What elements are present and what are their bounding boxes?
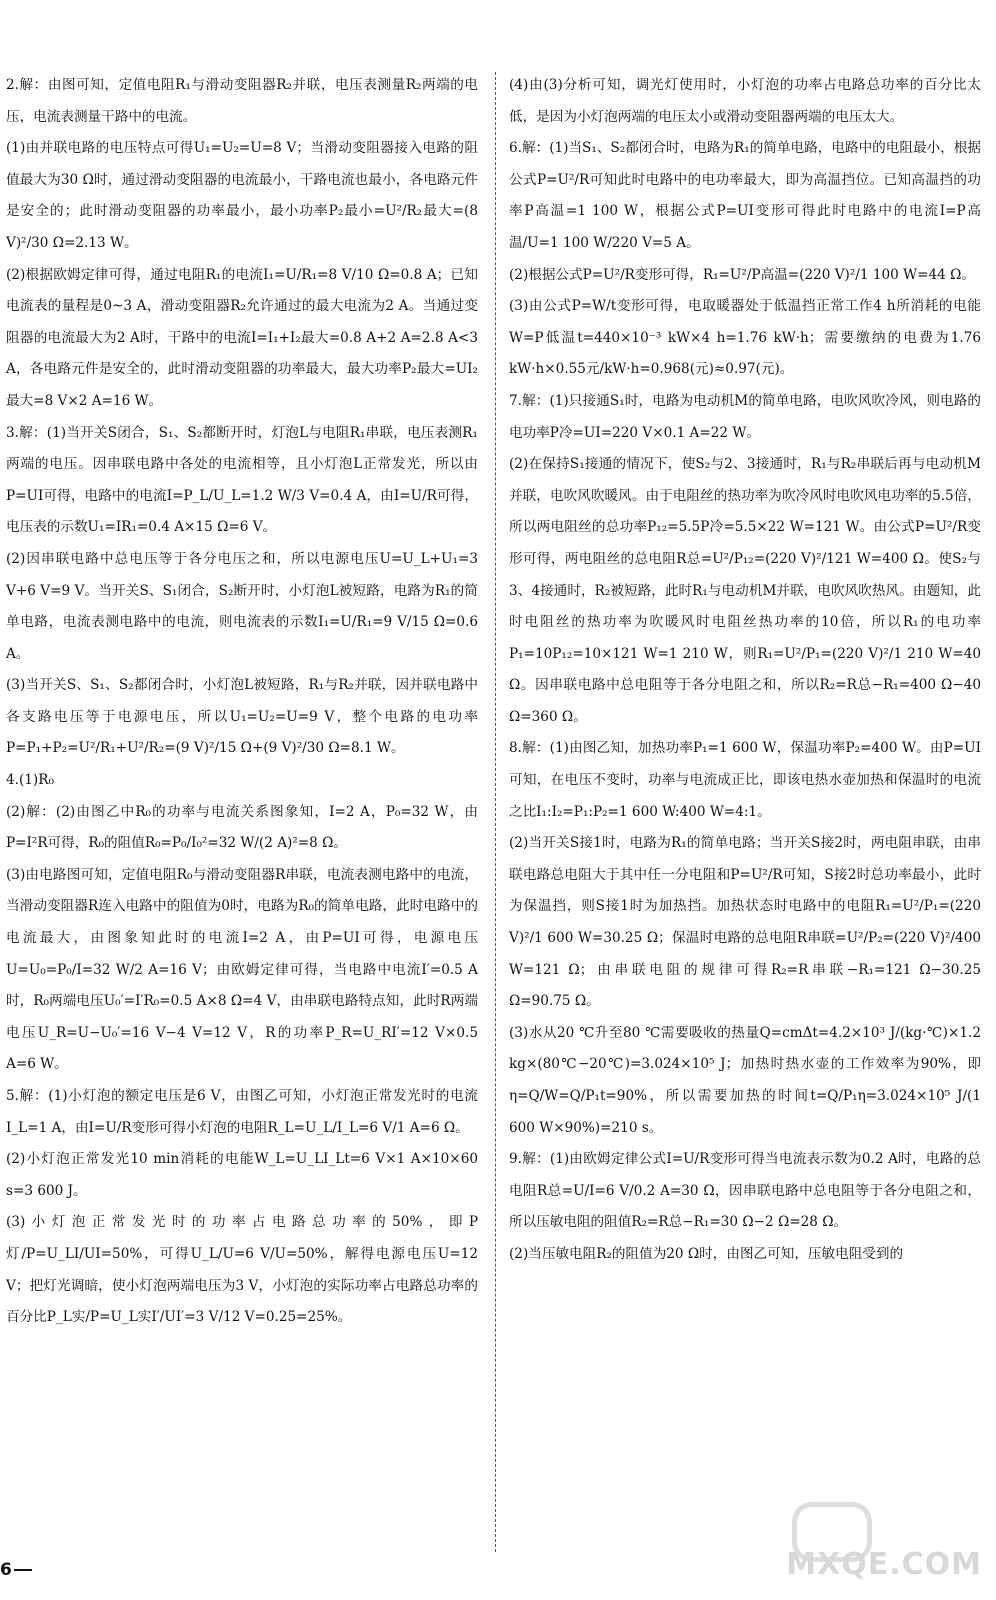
answer-paragraph: 5.解：(1)小灯泡的额定电压是6 V，由图乙可知，小灯泡正常发光时的电流I_L=1 A，由I=U/R变形可得小灯泡的电阻R_L=U_L/I_L=6 V/1 A=6 Ω。 [6, 1088, 478, 1136]
answer-paragraph: (2)在保持S₁接通的情况下，使S₂与2、3接通时，R₁与R₂串联后再与电动机M并联，电吹风吹暖风。由于电阻丝的热功率为吹冷风时电吹风电功率的5.5倍，所以两电阻丝的总功率P₁₂=5.5P冷=5.5×22 W=121 W。由公式P=U²/R变形可得，两电阻丝的总电阻R总=U²/P₁₂=(220 V)²/121 W=400 Ω。使S₂与3、4接通时，R₂被短路，此时R₁与电动机M并联，电吹风吹热风。由题知，此时电阻丝的热功率为吹暖风时电阻丝热功率的10倍，所以R₁的电功率P₁=10P₁₂=10×121 W=1 210 W，则R₁=U²/P₁=(220 V)²/1 210 W=40 Ω。因串联电路中总电阻等于各分电阻之和，所以R₂=R总−R₁=400 Ω−40 Ω=360 Ω。 [509, 456, 981, 725]
answer-paragraph: (3)小灯泡正常发光时的功率占电路总功率的50%，即P灯/P=U_LI/UI=50%，可得U_L/U=6 V/U=50%，解得电源电压U=12 V；把灯光调暗，使小灯泡两端电压为3 V，小灯泡的实际功率占电路总功率的百分比P_L实/P=U_L实I′/UI′=3 V/12 V=0.25=25%。 [6, 1214, 478, 1326]
left-column [6, 70, 478, 1334]
answer-paragraph: (3)由公式P=W/t变形可得，电取暖器处于低温挡正常工作4 h所消耗的电能W=P低温t=440×10⁻³ kW×4 h=1.76 kW·h；需要缴纳的电费为1.76 kW·h×0.55元/kW·h=0.968(元)≈0.97(元)。 [509, 298, 981, 378]
answer-paragraph: 4.(1)R₀ [6, 772, 54, 789]
answer-paragraph: (2)根据欧姆定律可得，通过电阻R₁的电流I₁=U/R₁=8 V/10 Ω=0.8 A；已知电流表的量程是0~3 A，滑动变阻器R₂允许通过的最大电流为2 A。当通过变阻器的电流最大为2 A时，干路中的电流I=I₁+I₂最大=0.8 A+2 A=2.8 A<3 A，各电路元件是安全的，此时滑动变阻器的功率最大，最大功率P₂最大=UI₂最大=8 V×2 A=16 W。 [6, 266, 478, 409]
answer-paragraph: 2.解：由图可知，定值电阻R₁与滑动变阻器R₂并联，电压表测量R₂两端的电压，电流表测量干路中的电流。 [6, 77, 478, 125]
answer-paragraph: (2)因串联电路中总电压等于各分电压之和，所以电源电压U=U_L+U₁=3 V+6 V=9 V。当开关S、S₁闭合，S₂断开时，小灯泡L被短路，电路为R₁的简单电路，电流表测电路中的电流，则电流表的示数I₁=U/R₁=9 V/15 Ω=0.6 A。 [6, 550, 478, 662]
answer-paragraph: 6.解：(1)当S₁、S₂都闭合时，电路为R₁的简单电路，电路中的电阻最小，根据公式P=U²/R可知此时电路中的电功率最大，即为高温挡位。已知高温挡的功率P高温=1 100 W，根据公式P=UI变形可得此时电路中的电流I=P高温/U=1 100 W/220 V=5 A。 [509, 140, 981, 251]
answer-paragraph: (2)解：(2)由图乙中R₀的功率与电流关系图象知，I=2 A，P₀=32 W，由P=I²R可得，R₀的阻值R₀=P₀/I₀²=32 W/(2 A)²=8 Ω。 [6, 803, 478, 852]
answer-paragraph: (1)由并联电路的电压特点可得U₁=U₂=U=8 V；当滑动变阻器接入电路的阻值最大为30 Ω时，通过滑动变阻器的电流最小，干路电流也最小，各电路元件是安全的；此时滑动变阻器的功率最小，最小功率P₂最小=U²/R₂最大=(8 V)²/30 Ω=2.13 W。 [6, 140, 478, 251]
answer-paragraph: (3)当开关S、S₁、S₂都闭合时，小灯泡L被短路，R₁与R₂并联，因并联电路中各支路电压等于电源电压，所以U₁=U₂=U=9 V，整个电路的电功率P=P₁+P₂=U²/R₁+U²/R₂=(9 V)²/15 Ω+(9 V)²/30 Ω=8.1 W。 [6, 677, 478, 757]
watermark-logo [786, 1502, 982, 1582]
watermark-text: MXQE.COM [786, 1547, 982, 1582]
answer-paragraph: (2)当开关S接1时，电路为R₁的简单电路；当开关S接2时，两电阻串联，由串联电路总电阻大于其中任一分电阻和P=U²/R可知，S接2时总功率最小，此时为保温挡，则S接1时为加热挡。加热状态时电路中的电阻R₁=U²/P₁=(220 V)²/1 600 W=30.25 Ω；保温时电路的总电阻R串联=U²/P₂=(220 V)²/400 W=121 Ω；由串联电阻的规律可得R₂=R串联−R₁=121 Ω−30.25 Ω=90.75 Ω。 [509, 835, 981, 1010]
answer-paragraph: 9.解：(1)由欧姆定律公式I=U/R变形可得当电流表示数为0.2 A时，电路的总电阻R总=U/I=6 V/0.2 A=30 Ω，因串联电路中总电阻等于各分电阻之和，所以压敏电阻的阻值R₂=R总−R₁=30 Ω−2 Ω=28 Ω。 [509, 1151, 981, 1231]
answer-paragraph: (2)根据公式P=U²/R变形可得，R₁=U²/P高温=(220 V)²/1 100 W=44 Ω。 [509, 266, 975, 283]
answer-paragraph: (3)由电路图可知，定值电阻R₀与滑动变阻器R串联，电流表测电路中的电流，当滑动变阻器R连入电路中的阻值为0时，电路为R₀的简单电路，此时电路中的电流最大，由图象知此时的电流I=2 A，由P=UI可得，电源电压U=U₀=P₀/I=32 W/2 A=16 V；由欧姆定律可得，当电路中电流I′=0.5 A时，R₀两端电压U₀′=I′R₀=0.5 A×8 Ω=4 V，由串联电路特点知，此时R两端电压U_R=U−U₀′=16 V−4 V=12 V，R的功率P_R=U_RI′=12 V×0.5 A=6 W。 [6, 866, 478, 1073]
answer-paragraph: 3.解：(1)当开关S闭合，S₁、S₂都断开时，灯泡L与电阻R₁串联，电压表测R₁两端的电压。因串联电路中各处的电流相等，且小灯泡L正常发光，所以由P=UI可得，电路中的电流I=P_L/U_L=1.2 W/3 V=0.4 A，由I=U/R可得，电压表的示数U₁=IR₁=0.4 A×15 Ω=6 V。 [6, 424, 478, 536]
right-column [509, 70, 981, 1271]
answer-paragraph: 7.解：(1)只接通S₁时，电路为电动机M的简单电路，电吹风吹冷风，则电路的电功率P冷=UI=220 V×0.1 A=22 W。 [509, 392, 981, 441]
answer-paragraph: (2)小灯泡正常发光10 min消耗的电能W_L=U_LI_Lt=6 V×1 A×10×60 s=3 600 J。 [6, 1151, 478, 1199]
answer-paragraph: (3)水从20 ℃升至80 ℃需要吸收的热量Q=cmΔt=4.2×10³ J/(kg·℃)×1.2 kg×(80℃−20℃)=3.024×10⁵ J；加热时热水壶的工作效率为90%，即η=Q/W=Q/P₁t=90%，所以需要加热的时间t=Q/P₁η=3.024×10⁵ J/(1 600 W×90%)=210 s。 [509, 1024, 981, 1136]
column-divider [495, 72, 496, 1552]
answer-paragraph: 8.解：(1)由图乙知，加热功率P₁=1 600 W，保温功率P₂=400 W。由P=UI可知，在电压不变时，功率与电流成正比，即该电热水壶加热和保温时的电流之比I₁:I₂=P₁:P₂=1 600 W:400 W=4:1。 [509, 740, 981, 820]
page-number: 6 [0, 1560, 32, 1580]
answer-paragraph: (2)当压敏电阻R₂的阻值为20 Ω时，由图乙可知，压敏电阻受到的 [509, 1245, 904, 1262]
answer-paragraph: (4)由(3)分析可知，调光灯使用时，小灯泡的功率占电路总功率的百分比太低，是因为小灯泡两端的电压太小或滑动变阻器两端的电压太大。 [509, 77, 981, 125]
